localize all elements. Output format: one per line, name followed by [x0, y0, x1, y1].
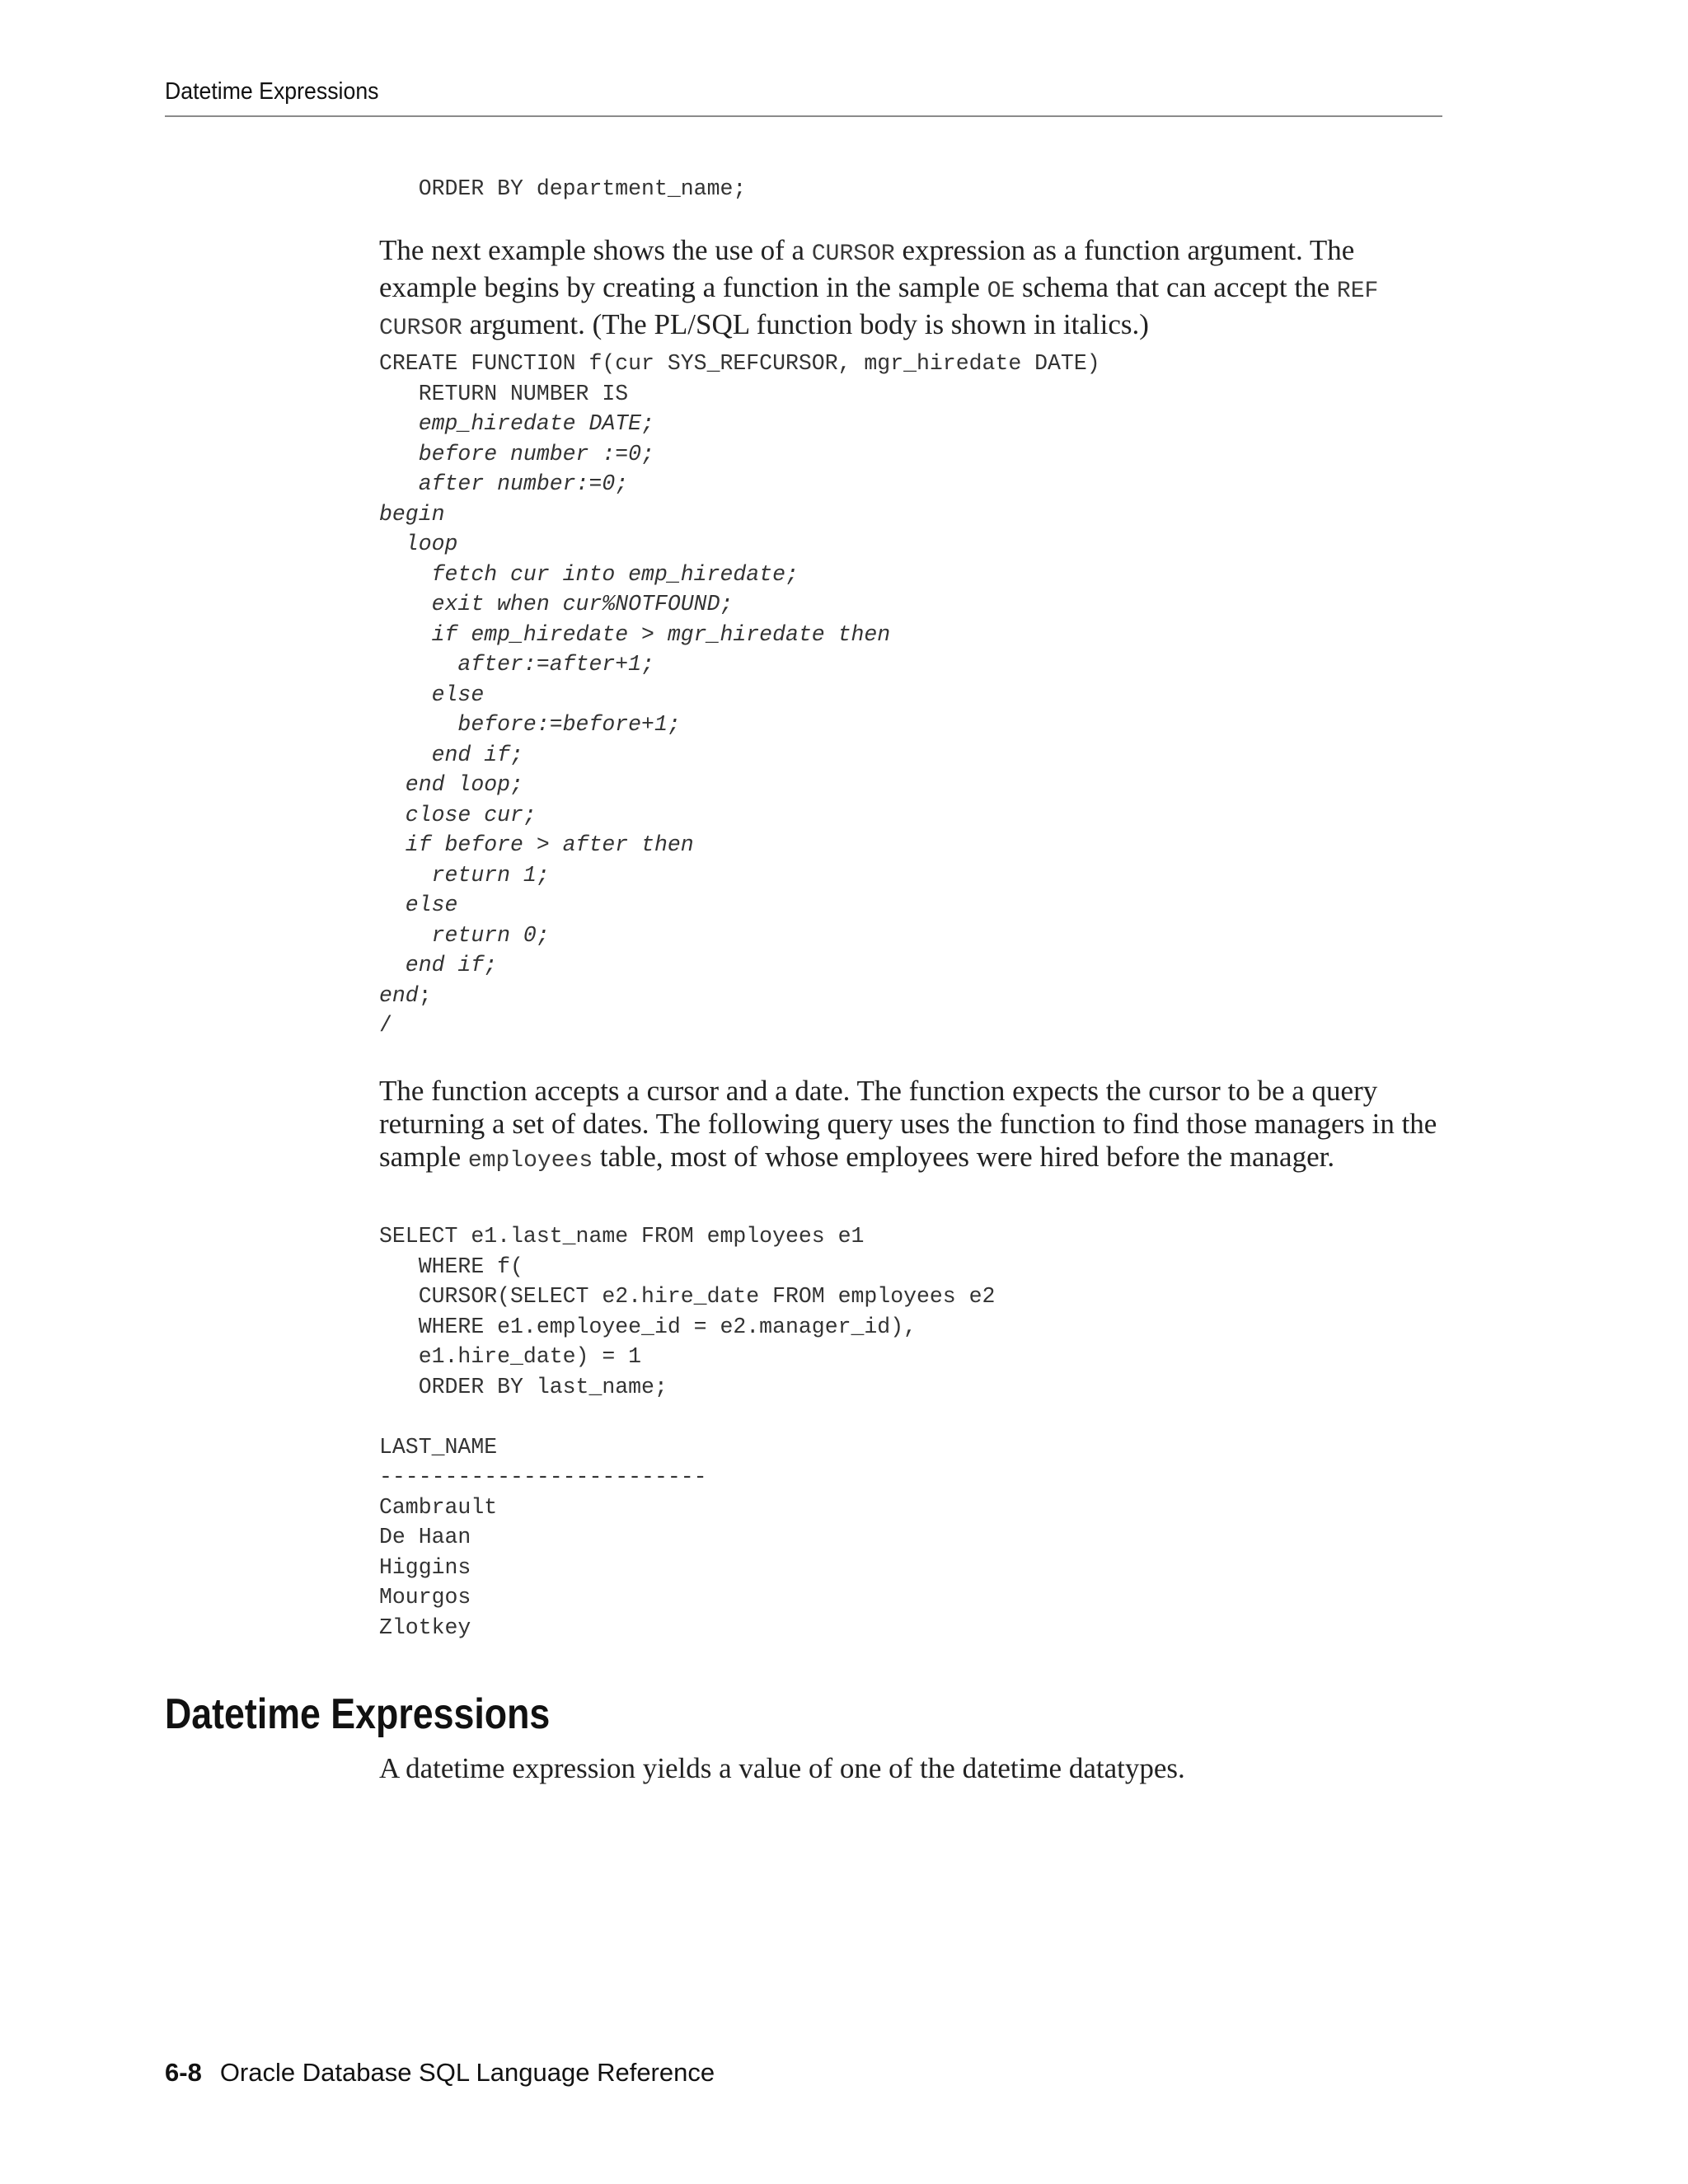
paragraph-datetime-intro: A datetime expression yields a value of one of the datetime datatypes.: [379, 1752, 1185, 1784]
paragraph-cursor-example: The next example shows the use of a CURSOR expression as a function argument. The example begins by creating a function in the sample OE schema that can accept the REF CURSOR argument. (The PL/SQL function body is shown in italics.): [379, 234, 1379, 341]
book-title: Oracle Database SQL Language Reference: [219, 2058, 715, 2087]
code-function-body-italic: emp_hiredate DATE; before number :=0; after number:=0; begin loop fetch cur into emp_hiredate; exit when cur%NOTFOUND; if emp_hiredate > mgr_hiredate then after:=after+1; else before:=before+1; end if; end loop; close cur; if before > after then return 1; else return 0; end if; end: [379, 411, 891, 1008]
inline-code-ref-cursor: REF CURSOR: [379, 279, 1379, 341]
running-header-title: Datetime Expressions: [165, 78, 379, 105]
code-function-signature: CREATE FUNCTION f(cur SYS_REFCURSOR, mgr_hiredate DATE) RETURN NUMBER IS: [379, 351, 1100, 406]
section-heading: Datetime Expressions: [165, 1690, 551, 1738]
code-block-select-query: SELECT e1.last_name FROM employees e1 WHERE f( CURSOR(SELECT e2.hire_date FROM employees e2 WHERE e1.employee_id = e2.manager_id), e1.hire_date) = 1 ORDER BY last_name; LAST_NAME ------------------------- Cambrault De Haan Higgins Mourgos Zlotkey: [379, 1224, 996, 1640]
inline-code-oe: OE: [987, 279, 1015, 304]
code-function-tail: ; /: [379, 982, 432, 1038]
code-block-create-function: [379, 349, 1100, 1041]
inline-code-employees: employees: [467, 1148, 593, 1174]
inline-code-cursor: CURSOR: [811, 241, 895, 267]
page-number: 6-8: [165, 2058, 202, 2087]
page-footer: [165, 2056, 715, 2089]
paragraph-function-description: The function accepts a cursor and a date. The function expects the cursor to be a query returning a set of dates. The following query uses the function to find those managers in the sample employees table, most of whose employees were hired before the manager.: [379, 1075, 1437, 1174]
code-block-order-by: ORDER BY department_name;: [379, 176, 747, 201]
running-header: [165, 76, 1442, 117]
